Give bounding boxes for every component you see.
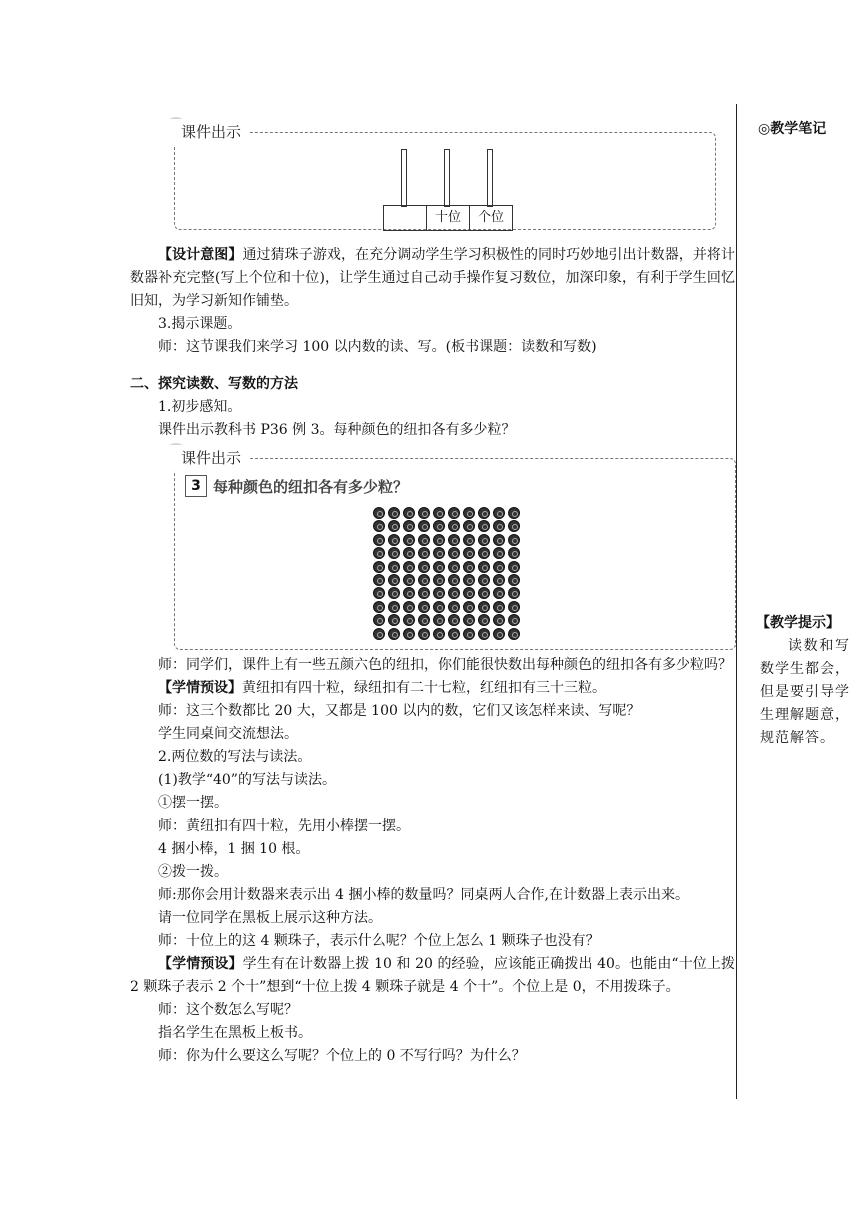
courseware-badge: 课件出示 (163, 119, 249, 145)
button-dot (493, 574, 505, 586)
teacher-line: 师：这节课我们来学习 100 以内数的读、写。(板书课题：读数和写数) (158, 339, 597, 355)
button-dot (418, 587, 430, 599)
button-dot (373, 520, 385, 532)
body-line: 师：黄纽扣有四十粒，先用小棒摆一摆。 (158, 818, 410, 834)
button-dot (388, 614, 400, 626)
button-dot (463, 601, 475, 613)
button-dot (433, 520, 445, 532)
button-dot (508, 507, 520, 519)
button-dot (478, 520, 490, 532)
button-dot (508, 628, 520, 640)
courseware-box-abacus (174, 123, 716, 230)
button-dot (508, 534, 520, 546)
body-line: 4 捆小棒，1 捆 10 根。 (158, 841, 310, 857)
button-dot (418, 507, 430, 519)
example-number: 3 (185, 475, 207, 497)
step-3: 3.揭示课题。 (158, 316, 242, 332)
button-dot (508, 561, 520, 573)
example-heading (185, 475, 408, 497)
button-dot (448, 534, 460, 546)
button-dot (418, 520, 430, 532)
button-dot (433, 547, 445, 559)
button-dot (448, 561, 460, 573)
button-dot (373, 561, 385, 573)
button-dot (478, 534, 490, 546)
button-dot (403, 534, 415, 546)
button-dot (388, 520, 400, 532)
button-dot (433, 574, 445, 586)
body-line: (1)教学“40”的写法与读法。 (158, 772, 336, 788)
body-line: 师:那你会用计数器来表示出 4 捆小棒的数量吗？同桌两人合作,在计数器上表示出来。 (158, 887, 689, 903)
button-dot (493, 507, 505, 519)
button-dot (493, 601, 505, 613)
button-dot (403, 561, 415, 573)
button-dot (388, 534, 400, 546)
button-dot (433, 534, 445, 546)
button-dot (433, 601, 445, 613)
button-dot (403, 547, 415, 559)
button-dot (388, 601, 400, 613)
button-dot (448, 547, 460, 559)
button-dot (388, 574, 400, 586)
courseware-box-buttons (174, 449, 736, 650)
abacus-rod (401, 149, 407, 207)
button-dot (493, 587, 505, 599)
step-1-detail: 课件出示教科书 P36 例 3。每种颜色的纽扣各有多少粒？ (158, 422, 516, 438)
example-question: 每种颜色的纽扣各有多少粒？ (213, 477, 409, 496)
button-dot (448, 601, 460, 613)
button-dot (463, 587, 475, 599)
button-dot (403, 520, 415, 532)
student-preset: 【学情预设】学生有在计数器上拨 10 和 20 的经验，应该能正确拨出 40。也能由“十位上拨 2 颗珠子表示 2 个十”想到“十位上拨 4 颗珠子就是 4 个十”。个位上是 0，不用拨珠子。 (130, 956, 735, 995)
button-dot (403, 628, 415, 640)
lesson-body (130, 654, 735, 1068)
button-dot (478, 614, 490, 626)
button-dot (478, 601, 490, 613)
button-dot (403, 574, 415, 586)
button-dot (433, 587, 445, 599)
button-dot (448, 520, 460, 532)
button-dot (493, 628, 505, 640)
button-dot (388, 547, 400, 559)
button-dot (478, 574, 490, 586)
button-dot (433, 614, 445, 626)
body-line: 师：你为什么要这么写呢？个位上的 0 不写行吗？为什么？ (158, 1048, 526, 1064)
button-dot (403, 587, 415, 599)
button-dot (478, 587, 490, 599)
button-dot (418, 628, 430, 640)
button-dot (373, 587, 385, 599)
button-dot (478, 547, 490, 559)
button-dot (493, 520, 505, 532)
button-dot (418, 534, 430, 546)
step-1: 1.初步感知。 (158, 399, 242, 415)
button-dot (403, 601, 415, 613)
body-line: 指名学生在黑板上板书。 (158, 1025, 312, 1041)
abacus-rod (444, 149, 450, 207)
button-dot (448, 507, 460, 519)
button-dot (373, 628, 385, 640)
body-line: 师：十位上的这 4 颗珠子，表示什么呢？个位上怎么 1 颗珠子也没有？ (158, 933, 600, 949)
body-line: 请一位同学在黑板上展示这种方法。 (158, 910, 382, 926)
teaching-tip-body: 读数和写数学生都会，但是要引导学生理解题意，规范解答。 (760, 638, 850, 746)
main-content (130, 118, 735, 1068)
button-dot (493, 534, 505, 546)
button-dot (493, 547, 505, 559)
button-dot (388, 507, 400, 519)
button-dot (373, 601, 385, 613)
button-dot (388, 628, 400, 640)
button-dot (463, 520, 475, 532)
button-dot (373, 574, 385, 586)
button-dot (508, 574, 520, 586)
teaching-tip (756, 612, 850, 750)
button-dot (433, 561, 445, 573)
button-dot (493, 614, 505, 626)
button-dot (508, 587, 520, 599)
body-line: 师：同学们，课件上有一些五颜六色的纽扣，你们能很快数出每种颜色的纽扣各有多少粒吗？ (158, 657, 732, 673)
button-dot (418, 561, 430, 573)
section-2-title: 二、探究读数、写数的方法 (130, 376, 298, 392)
button-dot (403, 507, 415, 519)
abacus-base (383, 205, 513, 231)
abacus-label-ones: 个位 (469, 206, 512, 230)
button-dot (448, 628, 460, 640)
student-preset: 【学情预设】黄纽扣有四十粒，绿纽扣有二十七粒，红纽扣有三十三粒。 (158, 680, 606, 696)
body-line: 2.两位数的写法与读法。 (158, 749, 312, 765)
button-dot (478, 507, 490, 519)
button-dot (373, 547, 385, 559)
button-dot (463, 507, 475, 519)
button-dot (403, 614, 415, 626)
button-dot (373, 507, 385, 519)
button-dot (418, 601, 430, 613)
body-line: 学生同桌间交流想法。 (158, 726, 298, 742)
abacus-rod (487, 149, 493, 207)
abacus-label-tens: 十位 (426, 206, 469, 230)
button-dot (463, 547, 475, 559)
button-dot (463, 614, 475, 626)
button-dot (508, 601, 520, 613)
margin-divider (736, 104, 737, 1099)
body-line: ①摆一摆。 (158, 795, 228, 811)
courseware-badge: 课件出示 (163, 445, 249, 471)
button-dot (478, 628, 490, 640)
design-intent: 【设计意图】通过猜珠子游戏，在充分调动学生学习积极性的同时巧妙地引出计数器，并将计数器补充完整(写上个位和十位)，让学生通过自己动手操作复习数位，加深印象，有利于学生回忆旧知，为学习新知作铺垫。 (130, 247, 736, 309)
abacus-label-hundreds (384, 206, 426, 230)
button-dot (463, 534, 475, 546)
button-dot (448, 614, 460, 626)
button-dot (508, 520, 520, 532)
button-dot (508, 614, 520, 626)
button-dot (463, 561, 475, 573)
button-dot (448, 574, 460, 586)
button-dot (373, 614, 385, 626)
button-dot (388, 587, 400, 599)
teaching-tip-title: 【教学提示】 (756, 615, 840, 631)
button-dot (463, 628, 475, 640)
button-dot (448, 587, 460, 599)
button-dot (463, 574, 475, 586)
button-dot (418, 574, 430, 586)
body-line: 师：这三个数都比 20 大，又都是 100 以内的数，它们又该怎样来读、写呢？ (158, 703, 641, 719)
body-line: 师：这个数怎么写呢？ (158, 1002, 298, 1018)
button-dot (373, 534, 385, 546)
button-dot (508, 547, 520, 559)
button-dot (478, 561, 490, 573)
button-dot (388, 561, 400, 573)
abacus-figure (175, 133, 775, 233)
buttons-grid (373, 507, 525, 647)
button-dot (493, 561, 505, 573)
button-dot (418, 614, 430, 626)
button-dot (418, 547, 430, 559)
body-line: ②拨一拨。 (158, 864, 228, 880)
notes-title: ◎教学笔记 (758, 121, 827, 137)
button-dot (433, 507, 445, 519)
button-dot (433, 628, 445, 640)
